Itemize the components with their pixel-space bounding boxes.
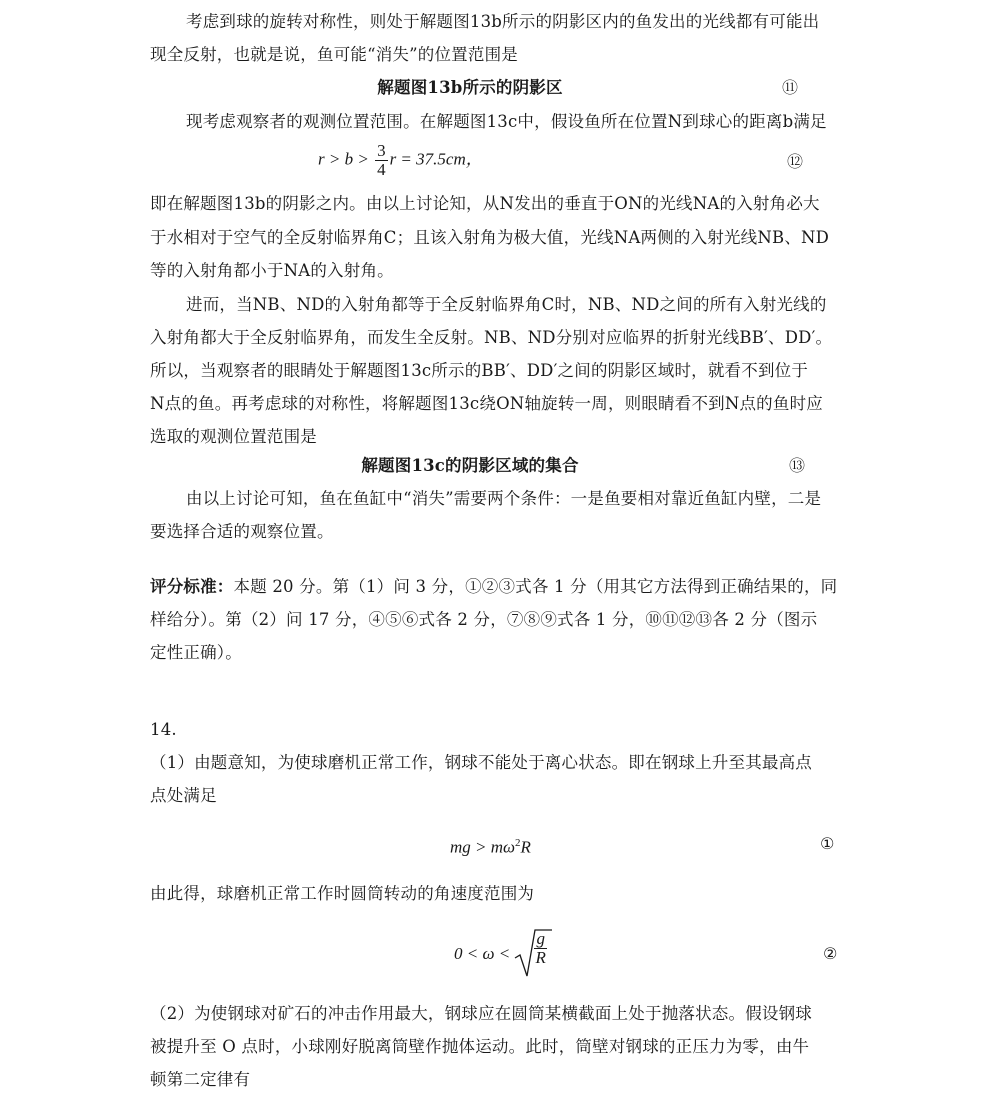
paragraph-line: 点处满足 [150, 786, 217, 805]
paragraph-line: 现考虑观察者的观测位置范围。在解题图13c中，假设鱼所在位置N到球心的距离b满足 [186, 112, 827, 131]
equation-superscript: 2 [515, 837, 521, 849]
paragraph-line: 要选择合适的观察位置。 [150, 522, 334, 541]
paragraph-line: 于水相对于空气的全反射临界角C；且该入射角为极大值，光线NA两侧的入射光线NB、ND [150, 228, 830, 247]
equation-part: r = 37.5cm， [389, 149, 483, 169]
centered-result: 解题图13b所示的阴影区 [377, 78, 563, 97]
paragraph-line: 由此得，球磨机正常工作时圆筒转动的角速度范围为 [150, 884, 535, 903]
equation-number: ⑪ [782, 78, 799, 97]
scoring-line: 定性正确）。 [150, 643, 242, 662]
equation-number: ① [820, 834, 835, 853]
paragraph-line: （2）为使钢球对矿石的冲击作用最大，钢球应在圆筒某横截面上处于抛落状态。假设钢球 [150, 1004, 812, 1023]
fraction-denominator: 4 [377, 160, 386, 179]
paragraph-line: 顿第二定律有 [150, 1070, 251, 1089]
centered-result: 解题图13c的阴影区域的集合 [361, 456, 579, 475]
paragraph-line: N点的鱼。再考虑球的对称性，将解题图13c绕ON轴旋转一周，则眼睛看不到N点的鱼时应 [150, 394, 823, 413]
fraction [375, 142, 388, 179]
paragraph-line: 等的入射角都小于NA的入射角。 [150, 261, 394, 280]
equation-part: mg > mω [450, 837, 516, 857]
paragraph-line: 考虑到球的旋转对称性，则处于解题图13b所示的阴影区内的鱼发出的光线都有可能出 [186, 12, 820, 31]
paragraph-line: 现全反射，也就是说，鱼可能“消失”的位置范围是 [150, 45, 518, 64]
equation-part: r > b > [318, 149, 374, 169]
scoring-label: 评分标准： [150, 577, 234, 596]
fraction-denominator: R [535, 948, 546, 967]
paragraph-line: 入射角都大于全反射临界角，而发生全反射。NB、ND分别对应临界的折射光线BB′、DD′。 [150, 328, 833, 347]
equation-part: 0 < ω < [454, 944, 515, 963]
equation-2 [454, 928, 552, 980]
paragraph-line: 即在解题图13b的阴影之内。由以上讨论知，从N发出的垂直于ON的光线NA的入射角必大 [150, 194, 820, 213]
square-root [514, 928, 552, 980]
equation-part: R [520, 837, 531, 857]
paragraph-line: （1）由题意知，为使球磨机正常工作，钢球不能处于离心状态。即在钢球上升至其最高点 [150, 753, 812, 772]
equation-number: ⑬ [789, 456, 806, 475]
scoring-line: 样给分）。第（2）问 17 分，④⑤⑥式各 2 分，⑦⑧⑨式各 1 分，⑩⑪⑫⑬各 2 分（图示 [150, 610, 818, 629]
equation-number: ⑫ [787, 152, 804, 171]
paragraph-line: 所以，当观察者的眼睛处于解题图13c所示的BB′、DD′之间的阴影区域时，就看不到位于 [150, 361, 809, 380]
equation-1 [450, 832, 531, 859]
scoring-line [150, 577, 850, 597]
paragraph-line: 被提升至 O 点时，小球刚好脱离筒壁作抛体运动。此时，筒壁对钢球的正压力为零，由牛 [150, 1037, 810, 1056]
question-number: 14. [150, 720, 177, 739]
paragraph-line: 由以上讨论可知，鱼在鱼缸中“消失”需要两个条件：一是鱼要相对靠近鱼缸内壁，二是 [186, 489, 822, 508]
paragraph-line: 选取的观测位置范围是 [150, 427, 317, 446]
fraction [534, 930, 547, 967]
scoring-text: 本题 20 分。第（1）问 3 分，①②③式各 1 分（用其它方法得到正确结果的，同 [233, 577, 838, 596]
equation-number: ② [823, 944, 838, 963]
fraction-numerator: 3 [377, 141, 386, 160]
paragraph-line: 进而，当NB、ND的入射角都等于全反射临界角C时，NB、ND之间的所有入射光线的 [186, 295, 827, 314]
fraction-numerator: g [536, 929, 545, 948]
equation-12 [318, 142, 483, 179]
